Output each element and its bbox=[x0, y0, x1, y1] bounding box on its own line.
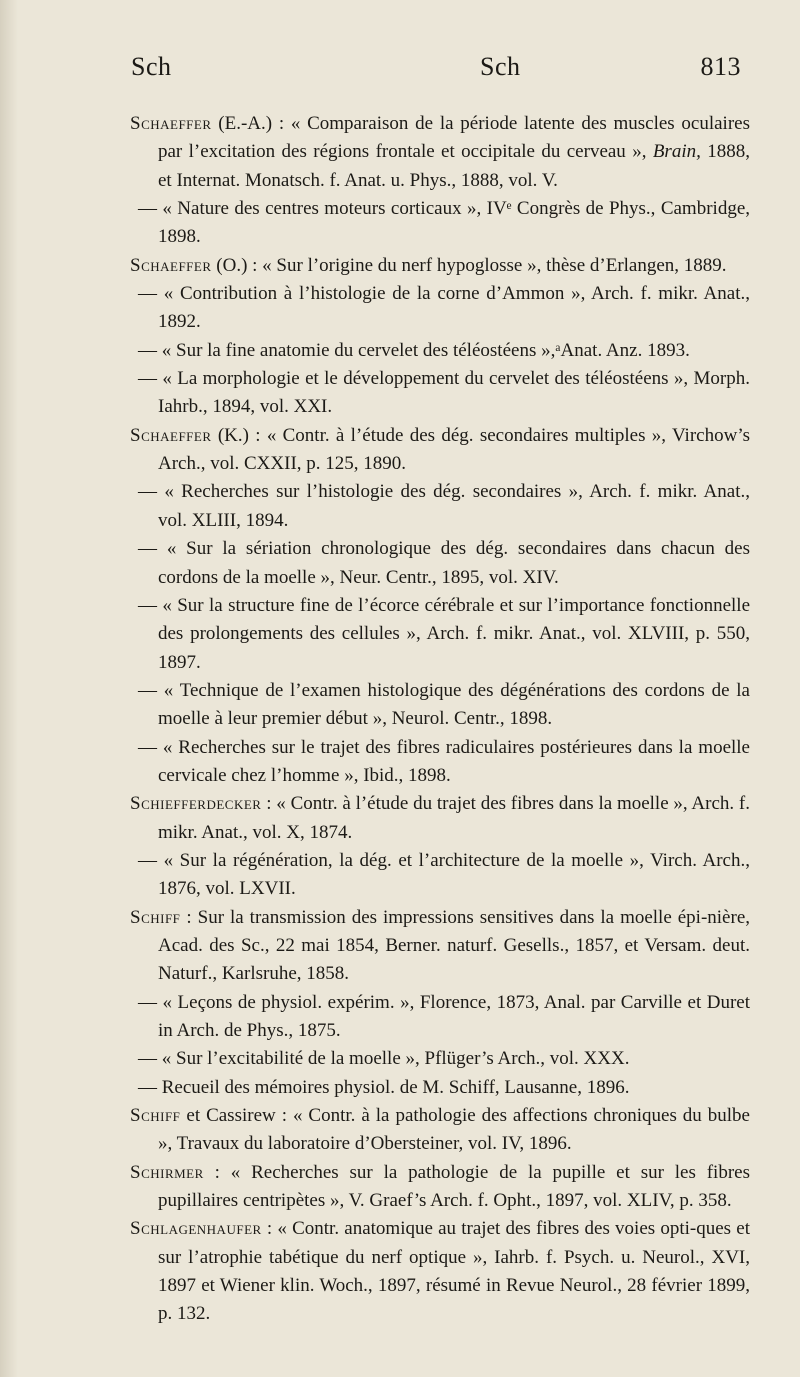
page-edge bbox=[0, 0, 18, 1377]
entry-text: (K.) : « Contr. à l’étude des dég. secondaires multiples », Virchow’s Arch., vol. CXXII, p. 125, 1890. bbox=[158, 424, 750, 475]
entry-text: : Sur la transmission des impressions sensitives dans la moelle épi-nière, Acad. des Sc., 22 mai 1854, Berner. naturf. Gesells., 1857, et Versam. deut. Naturf., Karlsruhe, 1858. bbox=[158, 906, 750, 985]
bibliography-entry bbox=[130, 734, 750, 791]
bibliography-entry bbox=[130, 592, 750, 677]
bibliography-entry bbox=[130, 280, 750, 337]
running-header bbox=[131, 52, 741, 92]
entry-text: : « Recherches sur la pathologie de la pupille et sur les fibres pupillaires centripètes », V. Graef’s Arch. f. Opht., 1897, vol. XLIV, p. 358. bbox=[158, 1161, 750, 1212]
bibliography-list bbox=[130, 110, 750, 1329]
entry-text: (O.) : « Sur l’origine du nerf hypoglosse », thèse d’Erlangen, 1889. bbox=[211, 254, 727, 276]
entry-citation: 1888, et Internat. Monatsch. f. Anat. u. Phys., 1888, vol. V. bbox=[158, 141, 750, 191]
entry-journal: Brain, bbox=[652, 141, 701, 163]
entry-text: — « Sur la structure fine de l’écorce cérébrale et sur l’importance fonctionnelle des prolongements des cellules », Arch. f. mikr. Anat., vol. XLVIII, p. 550, 1897. bbox=[138, 594, 750, 673]
bibliography-entry bbox=[130, 1102, 750, 1159]
bibliography-entry bbox=[130, 365, 750, 422]
bibliography-entry bbox=[130, 110, 750, 195]
bibliography-entry bbox=[130, 252, 750, 280]
entry-text: : « Contr. à l’étude du trajet des fibres dans la moelle », Arch. f. mikr. Anat., vol. X, 1874. bbox=[158, 793, 750, 843]
entry-text: — « Recherches sur l’histologie des dég. secondaires », Arch. f. mikr. Anat., vol. XLIII, 1894. bbox=[138, 481, 750, 531]
entry-text: — « Sur la régénération, la dég. et l’architecture de la moelle », Virch. Arch., 1876, vol. LXVII. bbox=[138, 849, 750, 900]
entry-text: — « Sur la fine anatomie du cervelet des téléostéens »,ᵃAnat. Anz. 1893. bbox=[138, 339, 690, 361]
entry-text: — « Recherches sur le trajet des fibres radiculaires postérieures dans la moelle cervicale chez l’homme », Ibid., 1898. bbox=[138, 736, 750, 786]
bibliography-entry bbox=[130, 337, 750, 365]
entry-text: — « Technique de l’examen histologique des dégénérations des cordons de la moelle à leur premier début », Neurol. Centr., 1898. bbox=[138, 679, 750, 730]
entry-author: Schlagenhaufer bbox=[130, 1218, 262, 1240]
entry-text: — « Leçons de physiol. expérim. », Florence, 1873, Anal. par Carville et Duret in Arch. de Phys., 1875. bbox=[138, 991, 750, 1041]
entry-text: — « Sur l’excitabilité de la moelle », Pflüger’s Arch., vol. XXX. bbox=[138, 1048, 630, 1070]
entry-text: : « Contr. anatomique au trajet des fibres des voies opti-ques et sur l’atrophie tabétique du nerf optique », Iahrb. f. Psych. u. Neurol., XVI, 1897 et Wiener klin. Woch., 1897, résumé in Revue Neurol., 28 février 1899, p. 132. bbox=[158, 1218, 750, 1325]
header-left: Sch bbox=[131, 52, 172, 81]
bibliography-entry bbox=[130, 1159, 750, 1216]
bibliography-entry bbox=[130, 904, 750, 989]
bibliography-entry bbox=[130, 1215, 750, 1328]
bibliography-entry bbox=[130, 422, 750, 479]
entry-author: Schaeffer bbox=[130, 424, 212, 446]
entry-text: — « Nature des centres moteurs corticaux », IVᵉ Congrès de Phys., Cambridge, 1898. bbox=[138, 198, 750, 248]
entry-author: Schaeffer bbox=[130, 254, 212, 276]
bibliography-entry bbox=[130, 195, 750, 252]
bibliography-entry bbox=[130, 535, 750, 592]
bibliography-entry bbox=[130, 790, 750, 847]
bibliography-entry bbox=[130, 478, 750, 535]
bibliography-entry bbox=[130, 989, 750, 1046]
bibliography-entry bbox=[130, 847, 750, 904]
entry-text: — Recueil des mémoires physiol. de M. Schiff, Lausanne, 1896. bbox=[138, 1076, 630, 1098]
bibliography-entry bbox=[130, 1045, 750, 1073]
entry-author: Schiff bbox=[130, 906, 181, 928]
entry-text: — « Sur la sériation chronologique des dég. secondaires dans chacun des cordons de la moelle », Neur. Centr., 1895, vol. XIV. bbox=[138, 538, 750, 588]
entry-text: — « Contribution à l’histologie de la corne d’Ammon », Arch. f. mikr. Anat., 1892. bbox=[138, 283, 750, 333]
entry-text: et Cassirew : « Contr. à la pathologie des affections chroniques du bulbe », Travaux du laboratoire d’Obersteiner, vol. IV, 1896. bbox=[158, 1105, 750, 1155]
entry-author: Schiff bbox=[130, 1105, 181, 1127]
entry-text: (E.-A.) : « Comparaison de la période latente des muscles oculaires par l’excitation des régions frontale et occipitale du cerveau », bbox=[158, 113, 750, 163]
entry-author: Schiefferdecker bbox=[130, 793, 262, 815]
entry-text: — « La morphologie et le développement du cervelet des téléostéens », Morph. Iahrb., 1894, vol. XXI. bbox=[138, 368, 750, 418]
entry-author: Schaeffer bbox=[130, 113, 212, 134]
page-number: 813 bbox=[700, 52, 741, 81]
bibliography-entry bbox=[130, 1074, 750, 1102]
entry-author: Schirmer bbox=[130, 1161, 204, 1183]
header-center: Sch bbox=[480, 52, 521, 81]
bibliography-entry bbox=[130, 677, 750, 734]
